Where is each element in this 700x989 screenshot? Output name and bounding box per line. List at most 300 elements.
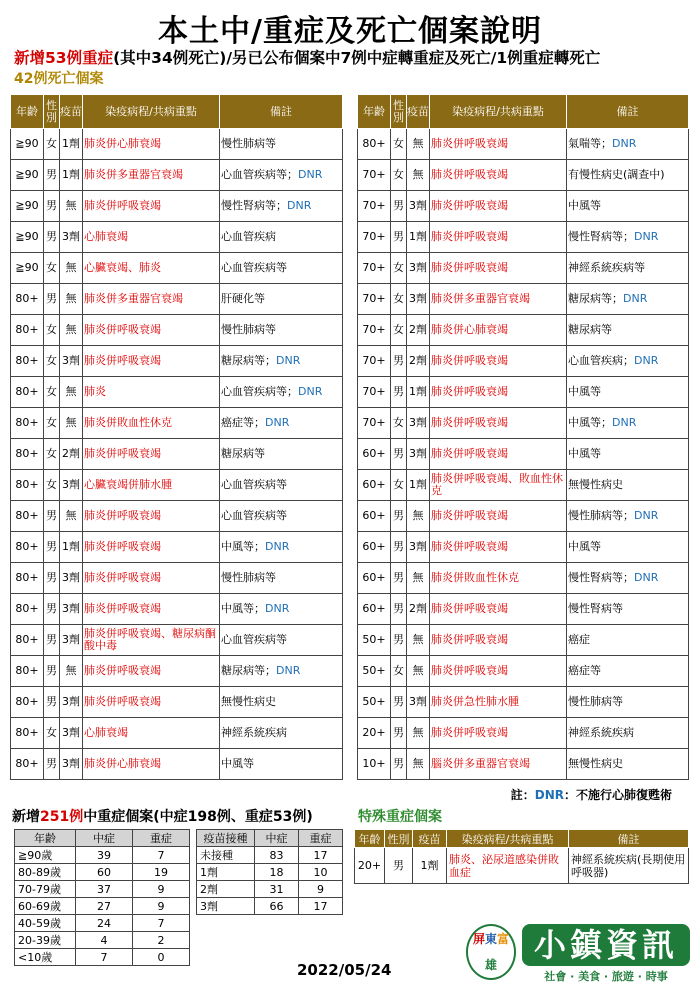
cell-vaccine: 1劑 (407, 470, 430, 501)
cell-vaccine: 3劑 (407, 439, 430, 470)
note-text: 糖尿病等； (568, 292, 623, 305)
cell-sex: 男 (391, 439, 407, 470)
table-row (15, 898, 190, 915)
cell-sex: 男 (391, 594, 407, 625)
table-row (11, 656, 343, 687)
dnr-footnote (511, 786, 672, 803)
table-row (358, 656, 689, 687)
note-text: 心血管疾病 (221, 230, 276, 243)
col-vaccine: 疫苗 (413, 830, 447, 848)
cell-severe: 17 (299, 898, 343, 915)
dnr-tag: DNR (634, 354, 659, 367)
table-row (11, 532, 343, 563)
table-row (358, 687, 689, 718)
cell-vaccine: 1劑 (407, 377, 430, 408)
cell-moderate: 27 (76, 898, 133, 915)
note-text: 有慢性病史(調查中) (568, 168, 665, 181)
cell-note (220, 532, 343, 563)
logo-tagline: 社會 · 美食 · 旅遊 · 時事 (544, 970, 668, 983)
note-text: 心血管疾病等； (221, 168, 298, 181)
logo-char: 屏 (472, 932, 485, 946)
cell-sex: 男 (385, 848, 413, 884)
table-row (15, 915, 190, 932)
cell-moderate: 31 (255, 881, 299, 898)
cell-age: 80+ (11, 563, 44, 594)
cell-age: 80+ (11, 625, 44, 656)
cell-note (220, 253, 343, 284)
cell-label: 未接種 (197, 847, 255, 864)
cell-age: 70+ (358, 222, 391, 253)
cell-note (567, 253, 689, 284)
cell-vaccine: 無 (60, 284, 83, 315)
cell-course: 肺炎併心肺衰竭 (430, 315, 567, 346)
dnr-tag: DNR (265, 602, 290, 615)
summary-detail: (其中34例死亡)/另已公布個案中7例中症轉重症及死亡/1例重症轉死亡 (113, 49, 601, 67)
cell-sex: 男 (44, 160, 60, 191)
cell-course: 心臟衰竭、肺炎 (83, 253, 220, 284)
cell-sex: 男 (391, 501, 407, 532)
cell-age: ≧90 (11, 253, 44, 284)
cell-course: 肺炎 (83, 377, 220, 408)
cell-sex: 女 (391, 470, 407, 501)
note-text: 中風等 (568, 540, 601, 553)
cell-note (220, 346, 343, 377)
cell-sex: 男 (391, 687, 407, 718)
table-row (11, 191, 343, 222)
note-text: 心血管疾病； (568, 354, 634, 367)
table-row (15, 949, 190, 966)
cell-course: 肺炎併呼吸衰竭 (430, 222, 567, 253)
table-row (358, 315, 689, 346)
note-text: 中風等 (568, 447, 601, 460)
cell-sex: 男 (44, 222, 60, 253)
cell-age: 80+ (11, 532, 44, 563)
cell-age: 80+ (358, 129, 391, 160)
table-row (358, 501, 689, 532)
cell-sex: 女 (44, 129, 60, 160)
cell-age: 60+ (358, 563, 391, 594)
col-course: 染疫病程/共病重點 (83, 95, 220, 129)
note-text: 慢性肺病等 (568, 695, 623, 708)
heading-prefix: 新增 (12, 809, 40, 825)
cell-course: 肺炎併呼吸衰竭 (430, 160, 567, 191)
col-sex: 性別 (44, 95, 60, 129)
cell-note (220, 377, 343, 408)
cell-age: 80+ (11, 315, 44, 346)
cell-note (567, 129, 689, 160)
cell-note (220, 594, 343, 625)
cell-vaccine: 3劑 (60, 563, 83, 594)
cell-course: 肺炎、泌尿道感染併敗血症 (447, 848, 569, 884)
cell-age: 80+ (11, 377, 44, 408)
cell-note: 神經系統疾病(長期使用呼吸器) (569, 848, 689, 884)
table-row (15, 932, 190, 949)
table-row (358, 718, 689, 749)
cell-severe: 17 (299, 847, 343, 864)
cell-age: 80+ (11, 718, 44, 749)
cell-note (220, 191, 343, 222)
cell-vaccine: 無 (60, 191, 83, 222)
cell-label: ≧90歲 (15, 847, 76, 864)
cell-note (567, 377, 689, 408)
cell-sex: 女 (44, 408, 60, 439)
cell-sex: 女 (391, 129, 407, 160)
cell-age: 80+ (11, 656, 44, 687)
cell-course: 肺炎併呼吸衰竭 (430, 532, 567, 563)
note-text: 氣喘等； (568, 137, 612, 150)
table-row (11, 594, 343, 625)
cell-note (567, 346, 689, 377)
cell-vaccine: 無 (60, 501, 83, 532)
cell-sex: 女 (44, 253, 60, 284)
cell-course: 肺炎併呼吸衰竭 (83, 656, 220, 687)
note-text: 無慢性病史 (221, 695, 276, 708)
cell-vaccine: 3劑 (60, 222, 83, 253)
cell-label: 20-39歲 (15, 932, 76, 949)
col-age: 年齡 (11, 95, 44, 129)
cell-sex: 女 (44, 470, 60, 501)
vaccine-breakdown-table (196, 829, 343, 915)
table-row (358, 470, 689, 501)
cell-course: 肺炎併呼吸衰竭 (83, 315, 220, 346)
cell-age: 80+ (11, 687, 44, 718)
severe-cases-heading (12, 806, 313, 826)
note-text: 中風等； (221, 540, 265, 553)
cell-moderate: 7 (76, 949, 133, 966)
cell-note (567, 563, 689, 594)
table-row (197, 847, 343, 864)
cell-note (567, 501, 689, 532)
note-text: 心血管疾病等 (221, 261, 287, 274)
cell-vaccine: 無 (407, 656, 430, 687)
cell-sex: 女 (44, 439, 60, 470)
table-row (11, 749, 343, 780)
cell-vaccine: 3劑 (60, 718, 83, 749)
dnr-tag: DNR (276, 354, 301, 367)
cell-sex: 男 (391, 346, 407, 377)
cell-note (220, 129, 343, 160)
cell-age: 70+ (358, 377, 391, 408)
cell-moderate: 39 (76, 847, 133, 864)
cell-sex: 女 (44, 315, 60, 346)
note-text: 慢性肺病等； (568, 509, 634, 522)
cell-course: 肺炎併呼吸衰竭 (430, 129, 567, 160)
cell-sex: 男 (391, 749, 407, 780)
cell-note (567, 439, 689, 470)
cell-vaccine: 3劑 (407, 532, 430, 563)
cell-course: 肺炎併呼吸衰竭 (83, 439, 220, 470)
table-row (11, 222, 343, 253)
cell-vaccine: 無 (407, 160, 430, 191)
cell-note (567, 470, 689, 501)
cell-course: 肺炎併呼吸衰竭 (430, 346, 567, 377)
cell-age: 60+ (358, 594, 391, 625)
cell-vaccine: 1劑 (60, 129, 83, 160)
table-row (11, 408, 343, 439)
cell-note (220, 687, 343, 718)
cell-note (567, 191, 689, 222)
table-row (358, 594, 689, 625)
table-row (11, 377, 343, 408)
cell-sex: 男 (391, 718, 407, 749)
cell-course: 肺炎併呼吸衰竭 (430, 594, 567, 625)
cell-sex: 女 (44, 346, 60, 377)
cell-vaccine: 無 (60, 408, 83, 439)
cell-vaccine: 3劑 (407, 408, 430, 439)
table-row (358, 160, 689, 191)
cell-sex: 男 (44, 749, 60, 780)
dnr-tag: DNR (265, 416, 290, 429)
cell-course: 肺炎併呼吸衰竭 (83, 594, 220, 625)
col-vaccine: 疫苗 (407, 95, 430, 129)
cell-label: 70-79歲 (15, 881, 76, 898)
cell-severe: 19 (133, 864, 190, 881)
cell-note (220, 563, 343, 594)
cell-note (567, 749, 689, 780)
summary-highlight: 新增53例重症 (14, 49, 114, 67)
table-row (358, 408, 689, 439)
logo-char: 富 (497, 932, 510, 946)
cell-moderate: 37 (76, 881, 133, 898)
cell-course: 肺炎併呼吸衰竭 (83, 346, 220, 377)
note-text: 糖尿病等 (568, 323, 612, 336)
cell-age: 80+ (11, 439, 44, 470)
cell-age: 80+ (11, 408, 44, 439)
cell-course: 肺炎併呼吸衰竭 (430, 253, 567, 284)
table-row (358, 532, 689, 563)
cell-course: 肺炎併呼吸衰竭 (430, 439, 567, 470)
note-text: 中風等； (221, 602, 265, 615)
logo-char: 東 (484, 932, 497, 946)
cell-vaccine: 1劑 (413, 848, 447, 884)
dnr-tag: DNR (265, 540, 290, 553)
cell-age: 80+ (11, 749, 44, 780)
note-text: 肝硬化等 (221, 292, 265, 305)
note-text: 神經系統疾病等 (568, 261, 645, 274)
cell-severe: 7 (133, 915, 190, 932)
cell-age: ≧90 (11, 129, 44, 160)
cell-course: 腦炎併多重器官衰竭 (430, 749, 567, 780)
cell-age: ≧90 (11, 160, 44, 191)
cell-age: ≧90 (11, 191, 44, 222)
cell-note (567, 408, 689, 439)
cell-course: 肺炎併呼吸衰竭 (430, 625, 567, 656)
table-row (358, 439, 689, 470)
table-row (11, 253, 343, 284)
cell-course: 肺炎併呼吸衰竭 (83, 563, 220, 594)
cell-age: 60+ (358, 532, 391, 563)
cell-severe: 7 (133, 847, 190, 864)
cell-age: 20+ (358, 718, 391, 749)
cell-sex: 男 (44, 191, 60, 222)
logo-title: 小鎮資訊 (522, 924, 690, 966)
table-row (15, 847, 190, 864)
cell-age: 70+ (358, 160, 391, 191)
cell-vaccine: 3劑 (60, 346, 83, 377)
cell-age: 70+ (358, 315, 391, 346)
footnote-prefix: 註： (510, 788, 535, 802)
cell-sex: 男 (391, 625, 407, 656)
table-row (11, 346, 343, 377)
cell-sex: 女 (44, 377, 60, 408)
page-title: 本土中/重症及死亡個案說明 (158, 14, 542, 49)
col-age: 年齡 (358, 95, 391, 129)
cell-note (220, 749, 343, 780)
cell-note (567, 160, 689, 191)
table-row (355, 848, 689, 884)
age-breakdown-table (14, 829, 190, 966)
cell-note (220, 315, 343, 346)
cell-sex: 男 (44, 656, 60, 687)
cell-age: 50+ (358, 625, 391, 656)
report-date: 2022/05/24 (297, 961, 392, 979)
footnote-dnr: DNR (534, 788, 564, 802)
cell-age: 80+ (11, 284, 44, 315)
special-cases-heading: 特殊重症個案 (358, 809, 442, 825)
table-row (11, 718, 343, 749)
logo-char: 雄 (484, 958, 497, 972)
note-text: 中風等 (568, 385, 601, 398)
dnr-tag: DNR (298, 168, 323, 181)
cell-sex: 男 (44, 563, 60, 594)
cell-note (220, 470, 343, 501)
table-row (11, 315, 343, 346)
cell-sex: 女 (44, 718, 60, 749)
table-row (197, 864, 343, 881)
cell-note (220, 160, 343, 191)
table-row (11, 470, 343, 501)
table-row (358, 346, 689, 377)
table-row (11, 687, 343, 718)
cell-note (567, 532, 689, 563)
cell-vaccine: 無 (407, 749, 430, 780)
cell-age: 60+ (358, 501, 391, 532)
moderate-col: 中症 (76, 830, 133, 847)
cell-note (567, 594, 689, 625)
cell-course: 肺炎併呼吸衰竭 (83, 191, 220, 222)
cell-course: 肺炎併呼吸衰竭 (430, 718, 567, 749)
table-row (358, 563, 689, 594)
dnr-tag: DNR (634, 230, 659, 243)
cell-course: 心肺衰竭 (83, 718, 220, 749)
cell-vaccine: 3劑 (407, 253, 430, 284)
cell-note (567, 315, 689, 346)
cell-course: 肺炎併呼吸衰竭、糖尿病酮酸中毒 (83, 625, 220, 656)
cell-moderate: 4 (76, 932, 133, 949)
table-row (358, 222, 689, 253)
cell-note (567, 718, 689, 749)
note-text: 心血管疾病等 (221, 478, 287, 491)
cell-label: 40-59歲 (15, 915, 76, 932)
cell-vaccine: 2劑 (407, 346, 430, 377)
cell-vaccine: 3劑 (60, 749, 83, 780)
cell-age: 20+ (355, 848, 385, 884)
cell-vaccine: 3劑 (407, 284, 430, 315)
cell-sex: 男 (44, 594, 60, 625)
table-row (11, 501, 343, 532)
cell-sex: 女 (391, 253, 407, 284)
col-course: 染疫病程/共病重點 (447, 830, 569, 848)
cell-course: 肺炎併敗血性休克 (430, 563, 567, 594)
cell-note (567, 656, 689, 687)
dnr-tag: DNR (612, 416, 637, 429)
cell-vaccine: 無 (60, 656, 83, 687)
note-text: 癌症等 (568, 664, 601, 677)
note-text: 中風等 (568, 199, 601, 212)
note-text: 無慢性病史 (568, 757, 623, 770)
table-row (15, 881, 190, 898)
cell-vaccine: 3劑 (60, 625, 83, 656)
note-text: 糖尿病等； (221, 354, 276, 367)
note-text: 慢性肺病等 (221, 571, 276, 584)
note-text: 中風等 (221, 757, 254, 770)
cell-sex: 男 (44, 532, 60, 563)
table-row (11, 284, 343, 315)
cell-age: 10+ (358, 749, 391, 780)
cell-course: 肺炎併急性肺水腫 (430, 687, 567, 718)
cell-severe: 9 (133, 881, 190, 898)
note-text: 心血管疾病等 (221, 509, 287, 522)
vaccine-col: 疫苗接種 (197, 830, 255, 847)
table-row (358, 377, 689, 408)
cell-age: 60+ (358, 439, 391, 470)
col-vaccine: 疫苗 (60, 95, 83, 129)
dnr-tag: DNR (287, 199, 312, 212)
col-note: 備註 (567, 95, 689, 129)
cell-note (220, 408, 343, 439)
severe-col: 重症 (133, 830, 190, 847)
cell-sex: 男 (391, 532, 407, 563)
cell-vaccine: 無 (407, 563, 430, 594)
heading-detail: 中重症個案(中症198例、重症53例) (83, 809, 313, 825)
cell-severe: 2 (133, 932, 190, 949)
cell-course: 肺炎併呼吸衰竭 (430, 408, 567, 439)
cell-severe: 0 (133, 949, 190, 966)
cell-course: 肺炎併心肺衰竭 (83, 749, 220, 780)
cell-note (220, 718, 343, 749)
table-row (197, 898, 343, 915)
cell-sex: 女 (391, 656, 407, 687)
dnr-tag: DNR (623, 292, 648, 305)
cell-vaccine: 無 (407, 718, 430, 749)
age-col: 年齡 (15, 830, 76, 847)
note-text: 神經系統疾病 (221, 726, 287, 739)
cell-label: 2劑 (197, 881, 255, 898)
cell-vaccine: 1劑 (407, 222, 430, 253)
table-row (358, 749, 689, 780)
table-row (11, 160, 343, 191)
cell-sex: 男 (44, 284, 60, 315)
dnr-tag: DNR (634, 509, 659, 522)
cell-course: 肺炎併呼吸衰竭 (83, 687, 220, 718)
note-text: 慢性腎病等； (568, 230, 634, 243)
footnote-text: ：不施行心肺復甦術 (563, 788, 672, 802)
cell-sex: 女 (391, 408, 407, 439)
note-text: 慢性腎病等； (221, 199, 287, 212)
col-note: 備註 (220, 95, 343, 129)
cell-severe: 10 (299, 864, 343, 881)
cell-note (220, 222, 343, 253)
cell-course: 心臟衰竭併肺水腫 (83, 470, 220, 501)
cell-age: 70+ (358, 346, 391, 377)
dnr-tag: DNR (634, 571, 659, 584)
dnr-tag: DNR (276, 664, 301, 677)
cell-moderate: 24 (76, 915, 133, 932)
dnr-tag: DNR (298, 385, 323, 398)
note-text: 慢性腎病等 (568, 602, 623, 615)
table-row (11, 129, 343, 160)
cell-course: 心肺衰竭 (83, 222, 220, 253)
